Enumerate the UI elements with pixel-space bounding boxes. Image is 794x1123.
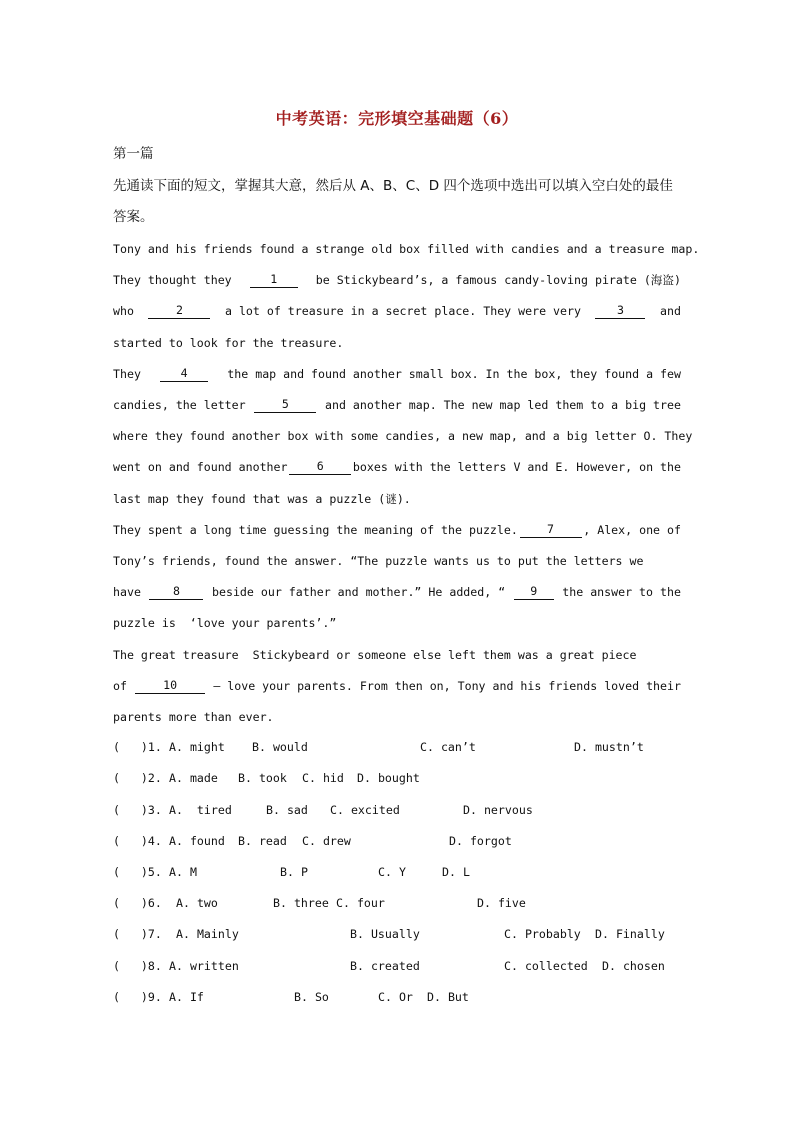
- passage-line: puzzle is ‘love your parents’.”: [113, 616, 337, 630]
- passage-line: [113, 241, 700, 257]
- option-d: D. Finally: [595, 927, 665, 941]
- passage-line: [113, 428, 693, 444]
- passage-text: and: [660, 304, 681, 318]
- blank-2: 2: [148, 303, 210, 319]
- option-b: B. read: [238, 834, 287, 848]
- question-row: [0, 927, 794, 943]
- option-b: B. sad: [266, 803, 308, 817]
- question-number: ( )7.: [113, 927, 162, 941]
- question-number: ( )8.: [113, 959, 162, 973]
- option-a: A. found: [169, 834, 225, 848]
- option-c: C. Or: [378, 990, 413, 1004]
- passage-text: — love your parents. From then on, Tony and his friends loved their: [213, 679, 681, 693]
- passage-line: [113, 272, 681, 288]
- blank-8: 8: [149, 584, 203, 600]
- passage-text: beside our father and mother.” He added, “: [212, 585, 506, 599]
- option-b: B. created: [350, 959, 420, 973]
- question-number: ( )4.: [113, 834, 162, 848]
- option-c: C. Probably: [504, 927, 581, 941]
- passage-text: and another map. The new map led them to a big tree: [325, 398, 681, 412]
- question-number: ( )3.: [113, 803, 162, 817]
- option-d: D. But: [427, 990, 469, 1004]
- option-a: A. might: [169, 740, 225, 754]
- option-b: B. would: [252, 740, 308, 754]
- option-c: C. can’t: [420, 740, 476, 754]
- option-a: A. two: [176, 896, 218, 910]
- option-b: B. took: [238, 771, 287, 785]
- passage-text: be Stickybeard’s, a famous candy-loving pirate (海盗): [315, 273, 681, 287]
- passage-line: The great treasure Stickybeard or someone else left them was a great piece: [113, 648, 637, 662]
- option-c: C. drew: [302, 834, 351, 848]
- passage-text: went on and found another: [113, 460, 288, 474]
- question-row: [0, 771, 794, 787]
- option-b: B. So: [294, 990, 329, 1004]
- blank-6: 6: [289, 459, 351, 475]
- option-a: A. written: [169, 959, 239, 973]
- option-d: D. forgot: [449, 834, 512, 848]
- passage-text: candies, the letter: [113, 398, 246, 412]
- option-a: A. If: [169, 990, 204, 1004]
- passage-text: a lot of treasure in a secret place. They were very: [224, 304, 581, 318]
- instructions-line-2: 答案。: [113, 209, 154, 225]
- blank-5: 5: [254, 397, 316, 413]
- question-number: ( )6.: [113, 896, 162, 910]
- question-row: [0, 834, 794, 850]
- question-number: ( )9.: [113, 990, 162, 1004]
- passage-text: who: [113, 304, 134, 318]
- option-d: D. nervous: [463, 803, 533, 817]
- blank-9: 9: [514, 584, 554, 600]
- option-d: D. L: [442, 865, 470, 879]
- question-number: ( )5.: [113, 865, 162, 879]
- passage-line: [113, 459, 681, 475]
- passage-line: parents more than ever.: [113, 710, 274, 724]
- passage-text: Tony’s friends, found the answer. “The puzzle wants us to put the letters we: [113, 554, 644, 568]
- blank-7: 7: [520, 522, 582, 538]
- section-heading: 第一篇: [113, 146, 154, 162]
- question-row: [0, 865, 794, 881]
- passage-line: [113, 366, 681, 382]
- instructions-line-1: 先通读下面的短文，掌握其大意，然后从 A、B、C、D 四个选项中选出可以填入空白处的最佳: [113, 178, 673, 194]
- passage-text: boxes with the letters V and E. However, on the: [352, 460, 681, 474]
- option-a: A. made: [169, 771, 218, 785]
- option-c: C. four: [336, 896, 385, 910]
- passage-text: where they found another box with some candies, a new map, and a big letter O. They: [113, 429, 693, 443]
- option-d: D. five: [477, 896, 526, 910]
- blank-3: 3: [595, 303, 645, 319]
- option-c: C. Y: [378, 865, 406, 879]
- passage-text: , Alex, one of: [583, 523, 681, 537]
- passage-line: last map they found that was a puzzle (谜).: [113, 492, 411, 506]
- passage-text: the map and found another small box. In the box, they found a few: [227, 367, 681, 381]
- option-b: B. three: [273, 896, 329, 910]
- option-b: B. P: [280, 865, 308, 879]
- passage-text: have: [113, 585, 141, 599]
- passage-line: [113, 553, 681, 569]
- option-c: C. collected: [504, 959, 588, 973]
- passage-line: [113, 303, 681, 319]
- passage-text: They: [113, 367, 141, 381]
- question-row: [0, 959, 794, 975]
- passage-text: of: [113, 679, 127, 693]
- passage-text: They thought they: [113, 273, 232, 287]
- passage-line: [113, 584, 681, 600]
- option-d: D. bought: [357, 771, 420, 785]
- option-a: A. tired: [169, 803, 232, 817]
- option-d: D. mustn’t: [574, 740, 644, 754]
- passage-line: [113, 397, 681, 413]
- question-number: ( )2.: [113, 771, 162, 785]
- option-b: B. Usually: [350, 927, 420, 941]
- passage-line: [113, 678, 681, 694]
- option-a: A. M: [169, 865, 197, 879]
- blank-1: 1: [250, 272, 298, 288]
- passage-text: Tony and his friends found a strange old box filled with candies and a treasure map.: [113, 242, 700, 256]
- passage-line: [113, 522, 681, 538]
- option-d: D. chosen: [602, 959, 665, 973]
- question-row: [0, 990, 794, 1006]
- passage-text: They spent a long time guessing the meaning of the puzzle.: [113, 523, 518, 537]
- question-number: ( )1.: [113, 740, 162, 754]
- question-row: [0, 740, 794, 756]
- passage-text: the answer to the: [562, 585, 681, 599]
- question-row: [0, 896, 794, 912]
- blank-4: 4: [160, 366, 208, 382]
- option-c: C. hid: [302, 771, 344, 785]
- page-title: 中考英语：完形填空基础题（6）: [275, 109, 519, 128]
- blank-10: 10: [135, 678, 205, 694]
- option-a: A. Mainly: [176, 927, 239, 941]
- option-c: C. excited: [330, 803, 400, 817]
- passage-line: started to look for the treasure.: [113, 336, 344, 350]
- question-row: [0, 803, 794, 819]
